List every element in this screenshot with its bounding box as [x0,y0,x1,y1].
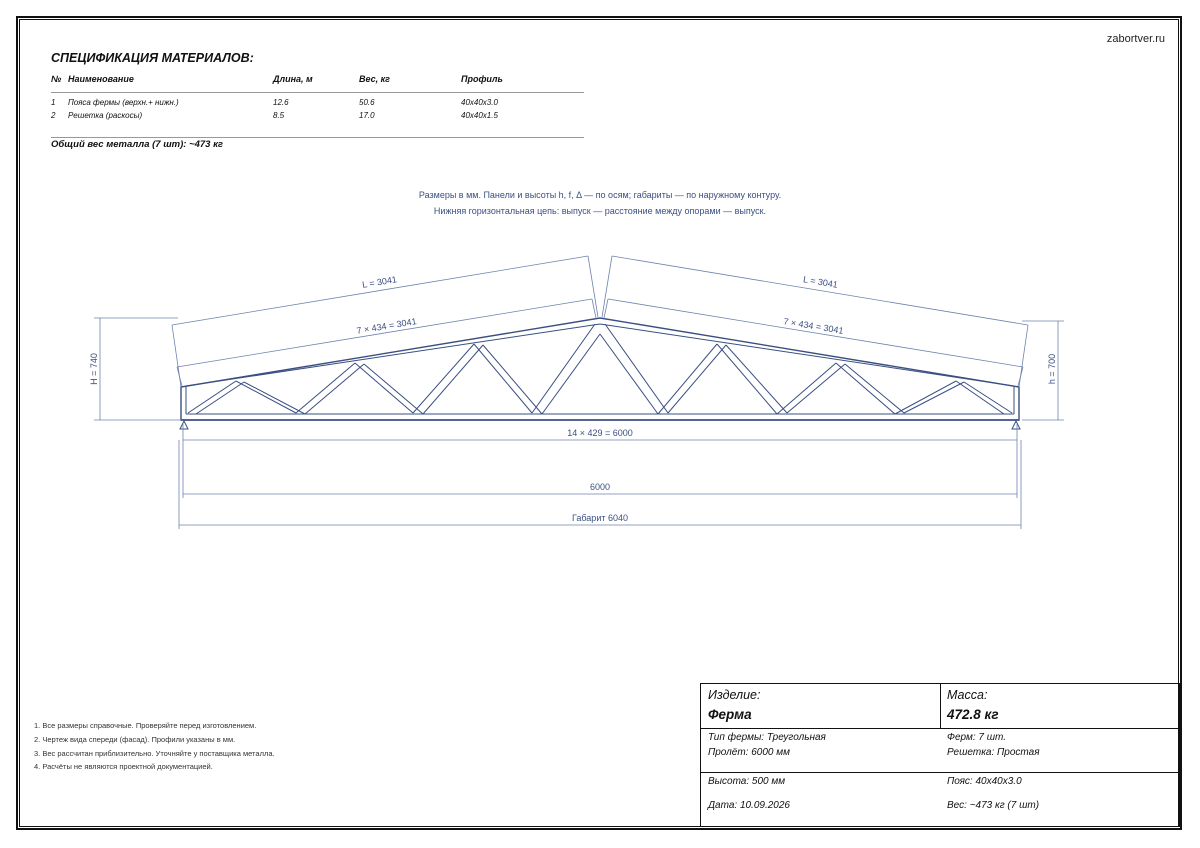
dim-extension [177,367,182,386]
top-chord-inner [186,324,1014,386]
total-weight: Вес: ~473 кг (7 шт) [947,800,1040,811]
spec-cell: 2 [51,111,56,120]
dimension-lines [94,256,1064,529]
dim-extension [588,256,598,317]
title-block [700,683,1180,827]
web-member [236,381,305,414]
dim-right-slope: L = 3041 [802,274,839,290]
truss-web [188,324,1012,414]
truss-height: Высота: 500 мм [708,776,786,787]
dim-span: 6000 [589,482,611,492]
web-member [895,381,964,414]
spec-cell: 12.6 [273,98,289,107]
web-member [188,381,244,414]
truss-count: Ферм: 7 шт. [947,732,1007,743]
product-label: Изделие: [708,688,761,702]
dim-line [177,299,592,367]
spec-total: Общий вес металла (7 шт): ~473 кг [51,139,223,150]
dim-overall: Габарит 6040 [571,513,629,523]
dim-left-panels: 7 × 434 = 3041 [355,316,418,336]
footnote: 1. Все размеры справочные. Проверяйте перед изготовлением. [34,721,257,730]
dim-left-slope: L = 3041 [361,274,398,290]
spec-cell: Решетка (раскосы) [68,111,143,120]
web-member [658,344,726,414]
web-member [600,324,668,414]
spec-title: СПЕЦИФИКАЦИЯ МАТЕРИАЛОВ: [51,51,254,65]
spec-cell: 40x40x1.5 [461,111,498,120]
spec-header-length: Длина, м [273,74,313,84]
left-support-icon [180,421,188,429]
web-member [413,344,483,414]
lattice-type: Решетка: Простая [947,747,1040,758]
title-block-divider [701,772,1179,773]
mass-value: 472.8 кг [947,707,999,722]
drawing-note-1: Размеры в мм. Панели и высоты h, f, Δ — по осям; габариты — по наружному контуру. [418,190,782,200]
web-member [355,363,423,414]
dim-extension [1018,367,1023,386]
dim-line [172,256,588,325]
web-member [532,324,600,414]
web-member [836,363,904,414]
dim-bottom-panels: 14 × 429 = 6000 [567,428,633,438]
mass-label: Масса: [947,688,988,702]
spec-cell: 50.6 [359,98,375,107]
web-member [956,381,1012,414]
spec-cell: 40x40x3.0 [461,98,498,107]
spec-header-name: Наименование [68,74,134,84]
title-block-divider [701,728,1179,729]
drawing-note-2: Нижняя горизонтальная цепь: выпуск — расстояние между опорами — выпуск. [433,206,767,216]
truss-span: Пролёт: 6000 мм [708,747,790,758]
dim-line [608,299,1023,367]
footnote: 4. Расчёты не являются проектной документацией. [34,762,213,772]
dim-extension [602,256,612,317]
site-url: zabortver.ru [1106,33,1165,45]
spec-cell: Пояса фермы (верхн.+ нижн.) [68,98,179,107]
chord-profile: Пояс: 40x40x3.0 [947,776,1022,787]
product-value: Ферма [708,707,752,722]
footnotes [34,719,275,774]
dim-h: h = 700 [1047,353,1057,385]
footnote: 3. Вес рассчитан приблизительно. Уточняйте у поставщика металла. [34,748,275,758]
footnote: 2. Чертеж вида спереди (фасад). Профили указаны в мм. [34,734,236,744]
web-member [777,363,845,414]
web-member [296,363,364,414]
spec-cell: 17.0 [359,111,375,120]
dim-right-panels: 7 × 434 = 3041 [782,316,845,336]
drawing-date: Дата: 10.09.2026 [708,800,790,811]
web-member [717,344,787,414]
dim-H: H = 740 [89,353,99,385]
dim-line [612,256,1028,325]
truss-type: Тип фермы: Треугольная [708,732,826,743]
spec-header-profile: Профиль [461,74,503,84]
right-support-icon [1012,421,1020,429]
web-member [474,344,542,414]
spec-cell: 1 [51,98,56,107]
title-block-divider [940,684,941,728]
spec-cell: 8.5 [273,111,285,120]
spec-header-weight: Вес, кг [359,74,390,84]
spec-header-num: № [51,74,62,84]
